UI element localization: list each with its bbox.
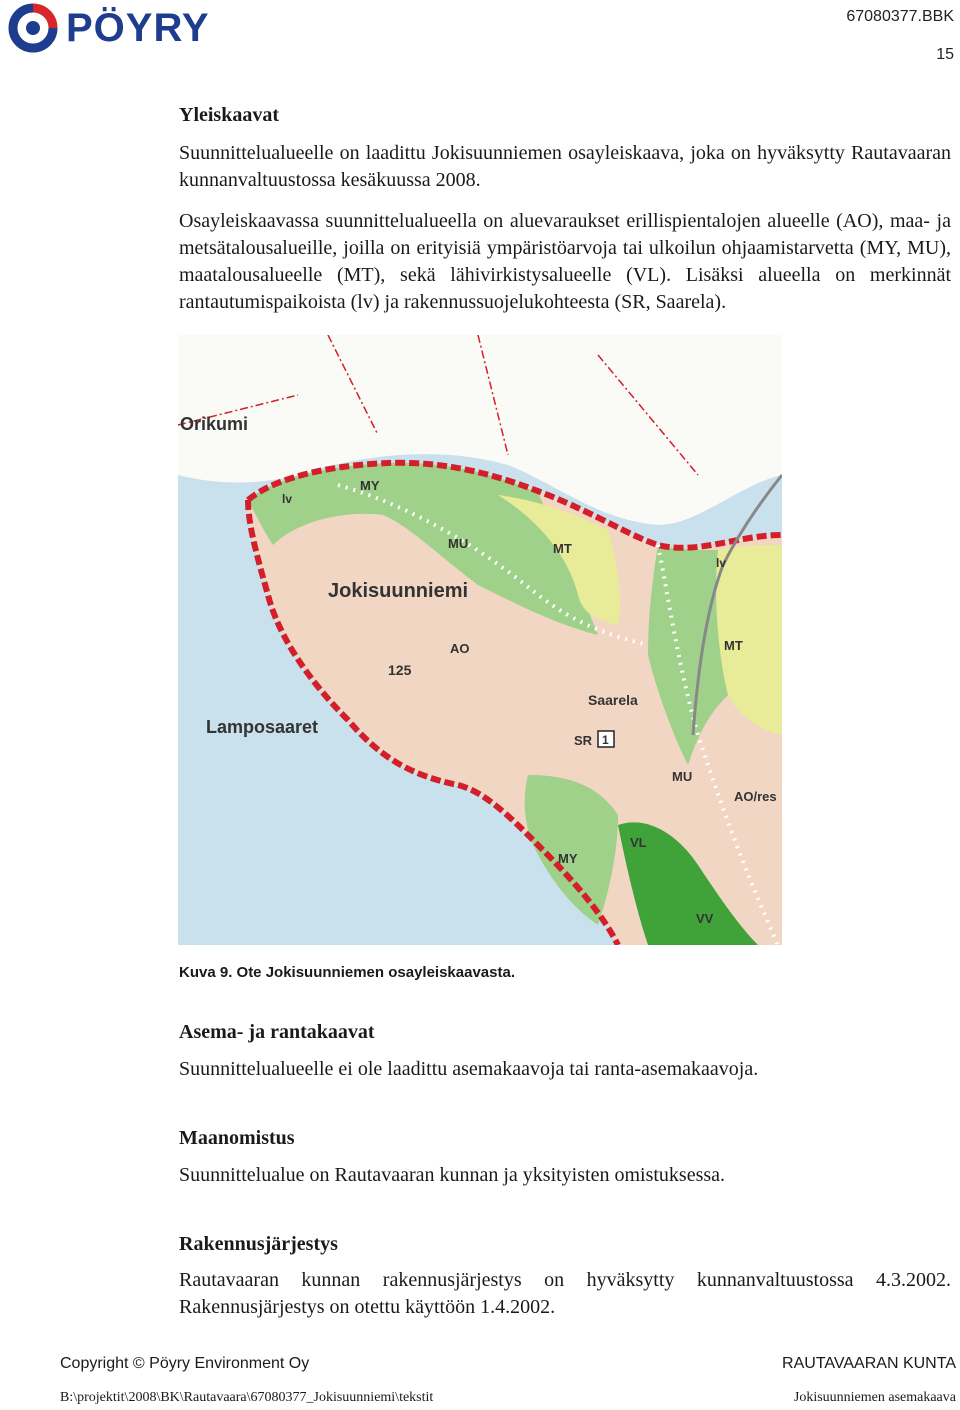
map-label-sr-number: 1 bbox=[602, 733, 609, 747]
map-label-ao-1: AO bbox=[450, 641, 470, 656]
paragraph-rakennus: Rautavaaran kunnan rakennusjärjestys on hyväksytty kunnanvaltuustossa 4.3.2002. Rakennusjärjestys on otettu käyttöön 1.4.2002. bbox=[179, 1269, 951, 1318]
footer-path: B:\projektit\2008\BK\Rautavaara\67080377_Jokisuunniemi\tekstit bbox=[60, 1390, 434, 1405]
map-label-ao-res: AO/res bbox=[734, 789, 777, 804]
footer-copyright: Copyright © Pöyry Environment Oy bbox=[60, 1355, 310, 1372]
master-plan-map-svg bbox=[178, 335, 782, 945]
map-label-mu-1: MU bbox=[448, 536, 469, 551]
map-label-vv: VV bbox=[696, 911, 714, 926]
section-heading-rakennus: Rakennusjärjestys bbox=[179, 1233, 338, 1255]
poyry-logo bbox=[6, 2, 256, 54]
map-label-lv-2: lv bbox=[716, 556, 727, 570]
paragraph-yleiskaavat-1: Suunnittelualueelle on laadittu Jokisuunniemen osayleiskaava, joka on hyväksytty Rautavaaran kunnanvaltuustossa kesäkuussa 2008. bbox=[179, 142, 951, 191]
map-label-my-1: MY bbox=[360, 478, 380, 493]
logo-wordmark: PÖYRY bbox=[66, 6, 210, 50]
section-heading-maanomistus: Maanomistus bbox=[179, 1127, 295, 1149]
map-label-mt-2: MT bbox=[724, 638, 743, 653]
map-label-vl: VL bbox=[630, 835, 647, 850]
section-heading-asema: Asema- ja rantakaavat bbox=[179, 1021, 375, 1043]
master-plan-map bbox=[178, 335, 782, 945]
map-label-my-2: MY bbox=[558, 851, 578, 866]
paragraph-yleiskaavat-2: Osayleiskaavassa suunnittelualueella on aluevaraukset erillispientalojen alueelle (AO), maa- ja metsätalousalueille, joilla on erityisiä ympäristöarvoja tai ulkoilun ohjaamistarvetta (MY, MU), maatalousalueelle (MT), sekä lähivirkistysalueelle (VL). Lisäksi alueella on merkinnät rantautumispaikoista (lv) ja rakennussuojelukohteesta (SR, Saarela). bbox=[179, 210, 951, 313]
map-label-sr: SR bbox=[574, 733, 593, 748]
document-id: 67080377.BBK bbox=[846, 8, 954, 25]
map-label-saarela: Saarela bbox=[588, 692, 638, 708]
map-label-orikumi: Orikumi bbox=[180, 414, 249, 434]
map-label-contour: 125 bbox=[388, 662, 412, 678]
map-label-jokisuunniemi: Jokisuunniemi bbox=[328, 580, 469, 602]
section-heading-yleiskaavat: Yleiskaavat bbox=[179, 104, 279, 126]
map-label-mu-2: MU bbox=[672, 769, 693, 784]
footer-project: Jokisuunniemen asemakaava bbox=[793, 1390, 956, 1405]
paragraph-asema: Suunnittelualueelle ei ole laadittu asemakaavoja tai ranta-asemakaavoja. bbox=[179, 1058, 759, 1080]
map-label-lv-1: lv bbox=[282, 492, 293, 506]
figure-caption: Kuva 9. Ote Jokisuunniemen osayleiskaavasta. bbox=[179, 964, 515, 981]
footer-client: RAUTAVAARAN KUNTA bbox=[782, 1355, 956, 1372]
page-number: 15 bbox=[936, 46, 954, 63]
paragraph-maanomistus: Suunnittelualue on Rautavaaran kunnan ja yksityisten omistuksessa. bbox=[179, 1164, 726, 1186]
poyry-logo-icon bbox=[6, 2, 60, 54]
map-label-lamposaaret: Lamposaaret bbox=[206, 717, 319, 737]
map-label-mt-1: MT bbox=[553, 541, 572, 556]
